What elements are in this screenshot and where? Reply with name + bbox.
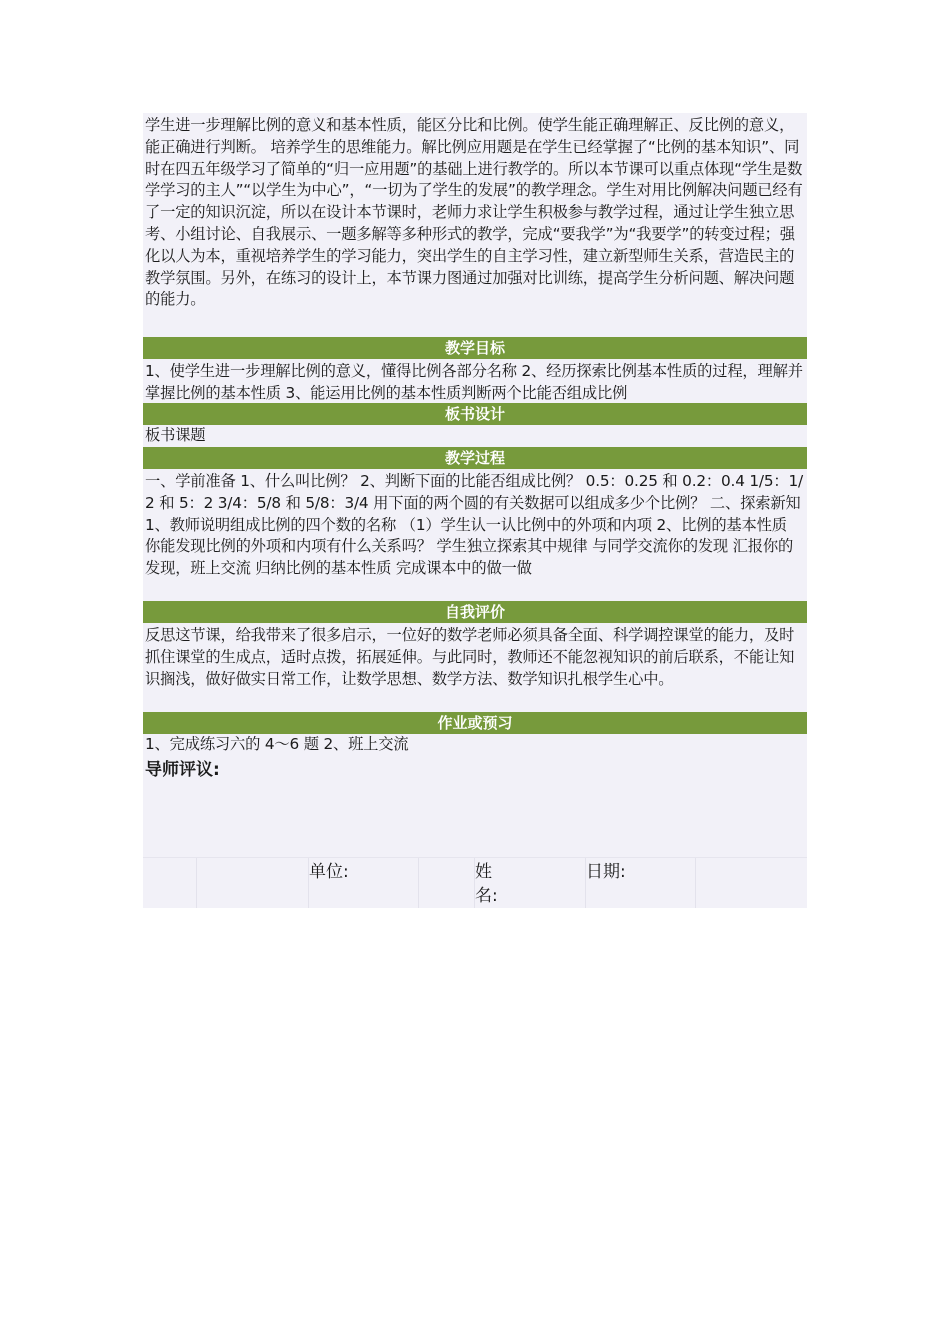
lesson-plan-document — [143, 113, 807, 908]
intro-text: 学生进一步理解比例的意义和基本性质，能区分比和比例。使学生能正确理解正、反比例的意义，能正确进行判断。 培养学生的思维能力。解比例应用题是在学生已经掌握了“比例的基本知识”、同时在四五年级学习了简单的“归一应用题”的基础上进行教学的。所以本节课可以重点体现“学生是数学学习的主人”“以学生为中心”，“一切为了学生的发展”的教学理念。学生对用比例解决问题已经有了一定的知识沉淀，所以在设计本节课时，老师力求让学生积极参与教学过程，通过让学生独立思考、小组讨论、自我展示、一题多解等多种形式的教学，完成“要我学”为“我要学”的转变过程；强化以人为本，重视培养学生的学习能力，突出学生的自主学习性，建立新型师生关系，营造民主的教学氛围。另外，在练习的设计上，本节课力图通过加强对比训练，提高学生分析问题、解决问题的能力。 — [143, 113, 807, 337]
process-header: 教学过程 — [143, 447, 807, 469]
signature-cell-date-value — [696, 858, 807, 908]
reflection-text: 反思这节课，给我带来了很多启示，一位好的数学老师必须具备全面、科学调控课堂的能力，及时抓住课堂的生成点，适时点拨，拓展延伸。与此同时，教师还不能忽视知识的前后联系，不能让知识搁浅，做好做实日常工作，让数学思想、数学方法、数学知识扎根学生心中。 — [143, 623, 807, 712]
mentor-comment-label: 导师评议: — [145, 760, 220, 780]
unit-label: 单位: — [309, 862, 349, 882]
date-label: 日期: — [586, 862, 626, 882]
name-label: 姓名: — [475, 862, 498, 906]
signature-cell-blank-1 — [143, 858, 197, 908]
homework-header: 作业或预习 — [143, 712, 807, 734]
signature-cell-unit-value — [419, 858, 475, 908]
homework-text: 1、完成练习六的 4～6 题 2、班上交流 — [143, 734, 807, 756]
signature-cell-blank-2 — [197, 858, 309, 908]
signature-cell-name-value — [586, 858, 696, 908]
board-design-text: 板书课题 — [143, 425, 807, 447]
objectives-text: 1、使学生进一步理解比例的意义，懂得比例各部分名称 2、经历探索比例基本性质的过程，理解并掌握比例的基本性质 3、能运用比例的基本性质判断两个比能否组成比例 — [143, 359, 807, 403]
signature-row — [143, 857, 807, 908]
objectives-header: 教学目标 — [143, 337, 807, 359]
signature-cell-unit — [309, 858, 419, 908]
reflection-header: 自我评价 — [143, 601, 807, 623]
board-design-header: 板书设计 — [143, 403, 807, 425]
mentor-comment-area — [143, 756, 807, 857]
signature-cell-name — [475, 858, 586, 908]
process-text: 一、学前准备 1、什么叫比例？ 2、判断下面的比能否组成比例？ 0.5：0.25 和 0.2：0.4 1/5：1/2 和 5：2 3/4：5/8 和 5/8：3/4 用下面的两个圆的有关数据可以组成多少个比例？ 二、探索新知 1、教师说明组成比例的四个数的名称 （1）学生认一认比例中的外项和内项 2、比例的基本性质 你能发现比例的外项和内项有什么关系吗？ 学生独立探索其中规律 与同学交流你的发现 汇报你的发现，班上交流 归纳比例的基本性质 完成课本中的做一做 — [143, 469, 807, 601]
